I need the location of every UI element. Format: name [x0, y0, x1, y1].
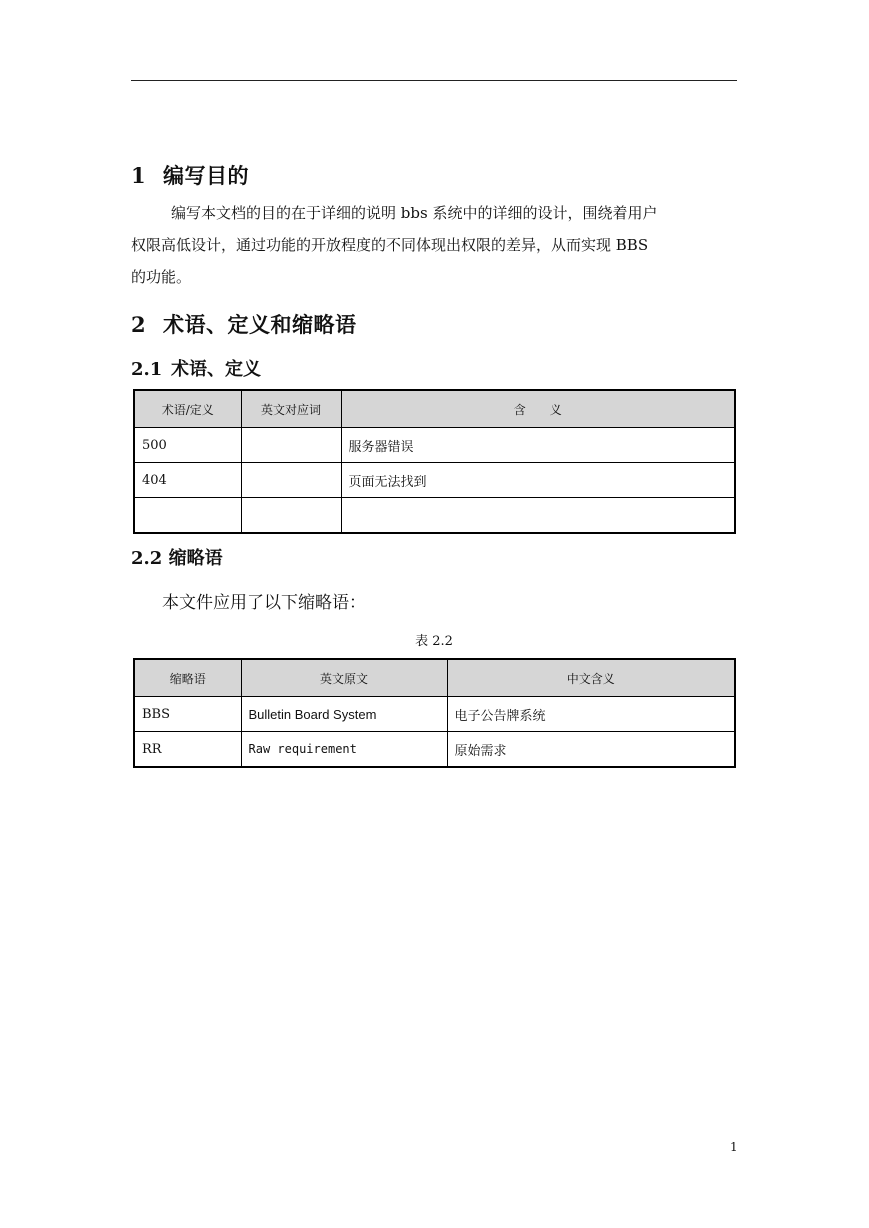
table-cell [241, 428, 341, 463]
table-header-row [134, 390, 735, 428]
table-cell [134, 498, 241, 534]
table-header-cell: 英文原文 [241, 659, 447, 697]
table-header-cell: 缩略语 [134, 659, 241, 697]
section-2-1-number: 2.1 [131, 359, 163, 380]
table-header-cell: 术语/定义 [134, 390, 241, 428]
section-2-2-heading: 2.2 缩略语 [131, 548, 223, 569]
table-header-cell: 英文对应词 [241, 390, 341, 428]
table-header-cell: 中文含义 [447, 659, 735, 697]
table-caption: 表 2.2 [415, 634, 453, 649]
table-row [134, 463, 735, 498]
paragraph-line: 编写本文档的目的在于详细的说明 bbs 系统中的详细的设计，围绕着用户 [171, 204, 658, 222]
section-2-heading [131, 309, 357, 339]
abbreviation-lead: 本文件应用了以下缩略语： [162, 593, 366, 613]
table-header-cell: 含 义 [341, 390, 735, 428]
table-cell: 电子公告牌系统 [447, 697, 735, 732]
table-cell: BBS [134, 697, 241, 732]
table-cell: 页面无法找到 [341, 463, 735, 498]
table-cell: 服务器错误 [341, 428, 735, 463]
section-2-title: 术语、定义和缩略语 [163, 312, 357, 337]
table-cell: 原始需求 [447, 732, 735, 768]
page-number: 1 [730, 1140, 738, 1154]
paragraph-line: 的功能。 [131, 268, 192, 286]
section-1-paragraph [131, 197, 737, 293]
table-cell [341, 498, 735, 534]
abbreviations-table [133, 658, 736, 768]
table-row [134, 697, 735, 732]
paragraph-line: 权限高低设计，通过功能的开放程度的不同体现出权限的差异，从而实现 BBS [131, 236, 649, 254]
section-1-title: 编写目的 [163, 163, 249, 188]
section-1-number: 1 [131, 163, 147, 188]
table-cell: Bulletin Board System [241, 697, 447, 732]
table-cell: RR [134, 732, 241, 768]
section-2-number: 2 [131, 312, 147, 337]
header-rule [131, 80, 737, 81]
section-2-1-heading [131, 355, 261, 381]
table-header-row [134, 659, 735, 697]
table-cell [241, 498, 341, 534]
table-row [134, 732, 735, 768]
table-row [134, 498, 735, 534]
section-1-heading [131, 160, 249, 190]
terms-table [133, 389, 736, 534]
table-cell: 404 [134, 463, 241, 498]
table-cell: 500 [134, 428, 241, 463]
table-cell [241, 463, 341, 498]
section-2-1-title: 术语、定义 [171, 359, 261, 380]
table-row [134, 428, 735, 463]
table-cell: Raw requirement [241, 732, 447, 768]
